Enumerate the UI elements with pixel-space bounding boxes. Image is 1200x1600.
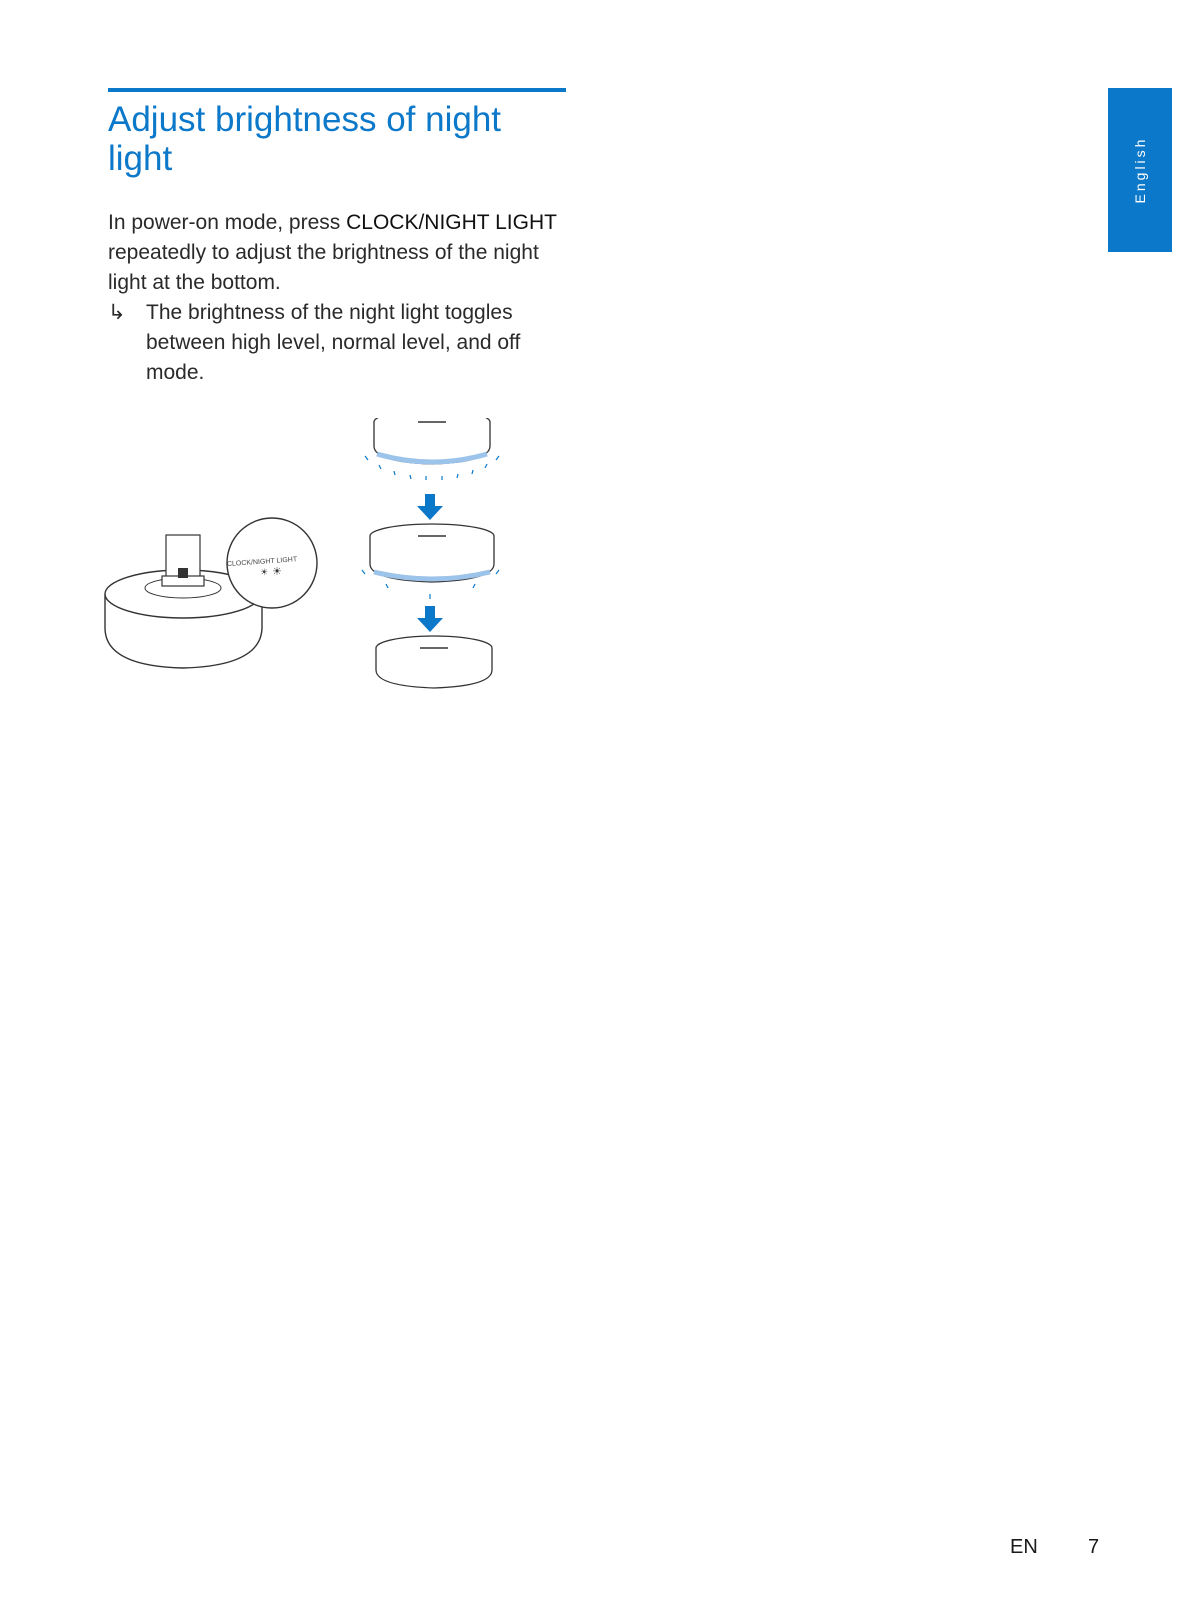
button-name: CLOCK/NIGHT LIGHT bbox=[346, 211, 557, 234]
instruction-suffix: repeatedly to adjust the brightness of the night light at the bottom. bbox=[108, 241, 539, 294]
instruction-prefix: In power-on mode, press bbox=[108, 211, 347, 234]
down-arrow-icon bbox=[417, 606, 443, 632]
page-title: Adjust brightness of night light bbox=[108, 100, 502, 178]
callout-button-label: CLOCK/NIGHT LIGHT bbox=[226, 556, 298, 569]
language-tab-label: English bbox=[1132, 136, 1148, 204]
high-brightness-puck bbox=[365, 418, 499, 480]
instruction-block bbox=[108, 208, 558, 388]
sun-small-icon: ☀ bbox=[260, 567, 269, 577]
normal-brightness-puck bbox=[362, 524, 499, 599]
page-number: 7 bbox=[1088, 1536, 1100, 1558]
button-zoom-callout bbox=[227, 518, 317, 608]
night-light-illustration bbox=[100, 418, 530, 718]
down-arrow-icon bbox=[417, 494, 443, 520]
result-description: The brightness of the night light toggles between high level, normal level, and off mode. bbox=[146, 301, 521, 384]
result-text bbox=[108, 298, 558, 388]
instruction-text bbox=[108, 208, 558, 298]
off-mode-puck bbox=[376, 636, 492, 688]
title-rule bbox=[108, 88, 566, 92]
sun-large-icon: ☀ bbox=[272, 566, 282, 578]
result-arrow-icon: ↳ bbox=[108, 301, 126, 324]
language-tab bbox=[1108, 88, 1172, 252]
footer-language-code: EN bbox=[1010, 1536, 1038, 1558]
